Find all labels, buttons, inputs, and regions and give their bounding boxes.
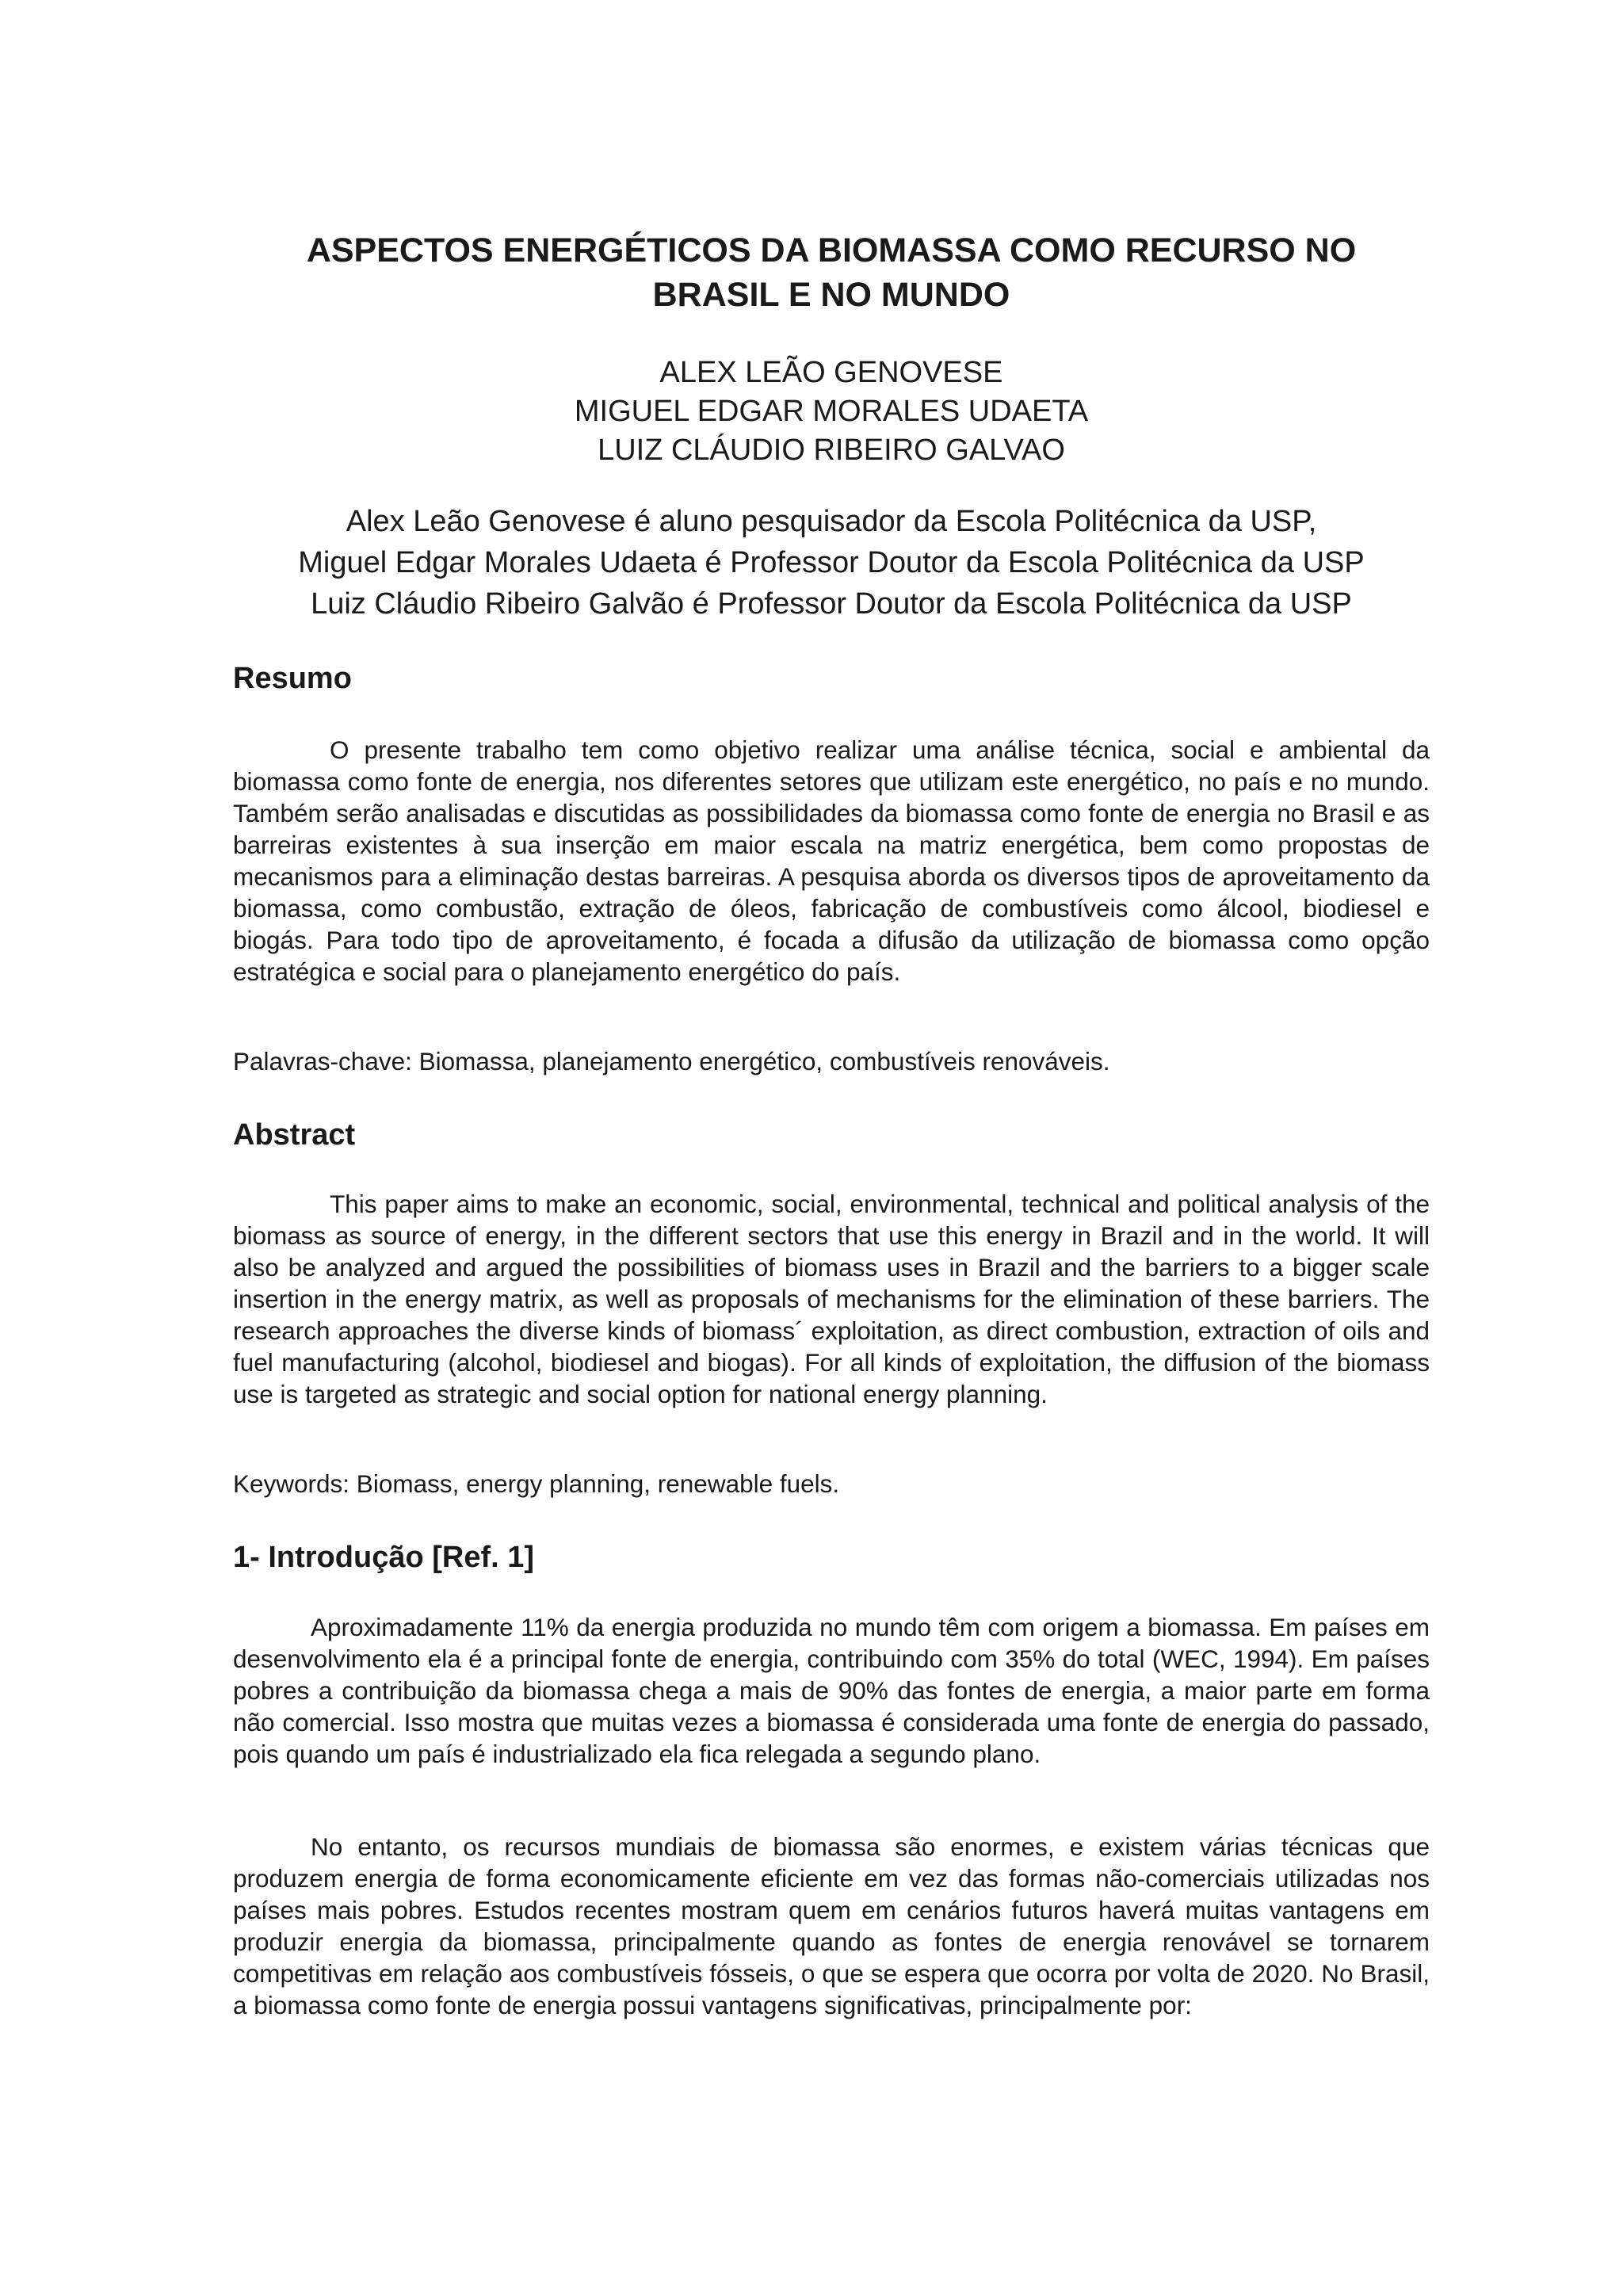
author-name: ALEX LEÃO GENOVESE [659, 356, 1003, 389]
introducao-paragraph-1: Aproximadamente 11% da energia produzida no mundo têm com origem a biomassa. Em países em desenvolvimento ela é a principal fonte de energia, contribuindo com 35% do total (WEC, 1994). Em países pobres a contribuição da biomassa chega a mais de 90% das fontes de energia, a maior parte em forma não comercial. Isso mostra que muitas vezes a biomassa é considerada uma fonte de energia do passado, pois quando um país é industrializado ela fica relegada a segundo plano. [233, 1613, 1430, 1768]
introducao-heading: 1- Introdução [Ref. 1] [233, 1541, 535, 1574]
resumo-heading: Resumo [233, 662, 352, 695]
author-name: LUIZ CLÁUDIO RIBEIRO GALVAO [598, 434, 1065, 467]
paper-title [233, 228, 1430, 317]
abstract-heading: Abstract [233, 1118, 356, 1152]
author-list [233, 353, 1430, 470]
title-line-1: ASPECTOS ENERGÉTICOS DA BIOMASSA COMO RECURSO NO [306, 231, 1357, 269]
resumo-text: O presente trabalho tem como objetivo realizar uma análise técnica, social e ambiental da biomassa como fonte de energia, nos diferentes setores que utilizam este energético, no país e no mundo. Também serão analisadas e discutidas as possibilidades da biomassa como fonte de energia no Brasil e as barreiras existentes à sua inserção em maior escala na matriz energética, bem como propostas de mecanismos para a eliminação destas barreiras. A pesquisa aborda os diversos tipos de aproveitamento da biomassa, como combustão, extração de óleos, fabricação de combustíveis como álcool, biodiesel e biogás. Para todo tipo de aproveitamento, é focada a difusão da utilização de biomassa como opção estratégica e social para o planejamento energético do país. [233, 735, 1430, 986]
title-line-2: BRASIL E NO MUNDO [652, 276, 1010, 314]
introducao-paragraph-2: No entanto, os recursos mundiais de biomassa são enormes, e existem várias técnicas que produzem energia de forma economicamente eficiente em vez das formas não-comerciais utilizadas nos países mais pobres. Estudos recentes mostram quem em cenários futuros haverá muitas vantagens em produzir energia da biomassa, principalmente quando as fontes de energia renovável se tornarem competitivas em relação aos combustíveis fósseis, o que se espera que ocorra por volta de 2020. No Brasil, a biomassa como fonte de energia possui vantagens significativas, principalmente por: [233, 1832, 1430, 2019]
affiliation-list [233, 501, 1430, 625]
affiliation-line: Miguel Edgar Morales Udaeta é Professor Doutor da Escola Politécnica da USP [298, 546, 1365, 579]
affiliation-line: Luiz Cláudio Ribeiro Galvão é Professor Doutor da Escola Politécnica da USP [311, 587, 1352, 621]
resumo-keywords: Palavras-chave: Biomassa, planejamento energético, combustíveis renováveis. [233, 1047, 1110, 1075]
affiliation-line: Alex Leão Genovese é aluno pesquisador da Escola Politécnica da USP, [346, 505, 1317, 538]
abstract-keywords: Keywords: Biomass, energy planning, renewable fuels. [233, 1469, 840, 1498]
author-name: MIGUEL EDGAR MORALES UDAETA [574, 395, 1089, 428]
abstract-text: This paper aims to make an economic, social, environmental, technical and political analysis of the biomass as source of energy, in the different sectors that use this energy in Brazil and in the world. It will also be analyzed and argued the possibilities of biomass uses in Brazil and the barriers to a bigger scale insertion in the energy matrix, as well as proposals of mechanisms for the elimination of these barriers. The research approaches the diverse kinds of biomass´ exploitation, as direct combustion, extraction of oils and fuel manufacturing (alcohol, biodiesel and biogas). For all kinds of exploitation, the diffusion of the biomass use is targeted as strategic and social option for national energy planning. [233, 1190, 1430, 1408]
